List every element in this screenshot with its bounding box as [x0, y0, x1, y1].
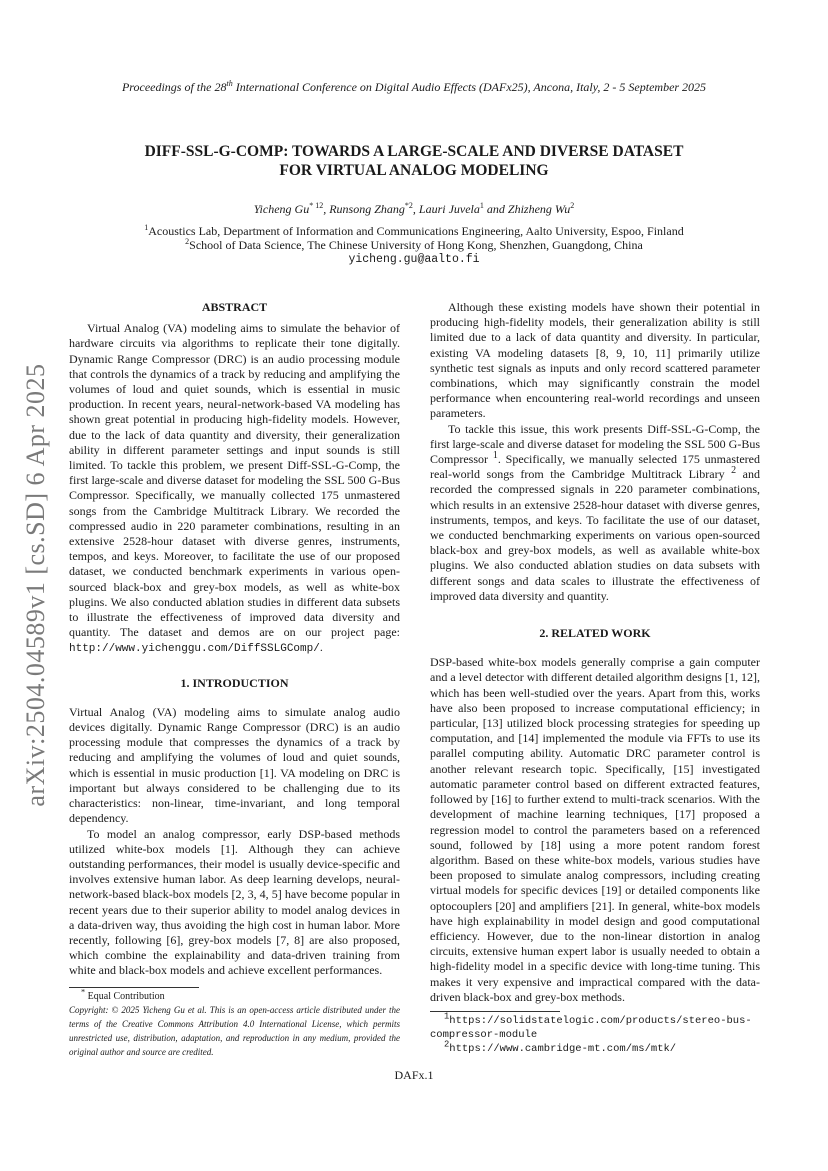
- paper-title: [0, 142, 828, 180]
- running-header: Proceedings of the 28th International Conference on Digital Audio Effects (DAFx25), Ancona, Italy, 2 - 5 September 2025: [121, 79, 707, 94]
- footnote-rule: [69, 987, 199, 988]
- arxiv-stamp: arXiv:2504.04589v1 [cs.SD] 6 Apr 2025: [21, 363, 50, 807]
- footnote-rule-right: [430, 1011, 560, 1012]
- email: yicheng.gu@aalto.fi: [348, 253, 480, 266]
- page-number: DAFx.1: [394, 1068, 434, 1082]
- left-column: [69, 300, 400, 1059]
- affiliation-1: $^1$Acoustics Lab, Department of Information and Communications Engineering, Aalto University, Espoo, Finland: [144, 223, 684, 238]
- title-line-2: FOR VIRTUAL ANALOG MODELING: [279, 162, 549, 179]
- footnote-1: $^1$https://solidstatelogic.com/products/stereo-bus-compressor-module: [430, 1011, 752, 1041]
- abstract-heading: ABSTRACT: [201, 300, 268, 314]
- footnote-equal-contribution: * Equal Contribution: [81, 987, 165, 1002]
- project-url-link[interactable]: http://www.yichenggu.com/DiffSSLGComp/: [69, 643, 320, 656]
- related-work-heading: 2. RELATED WORK: [539, 626, 651, 641]
- footnote-2-link[interactable]: https://www.cambridge-mt.com/ms/mtk/: [449, 1042, 677, 1055]
- footnote-1-link[interactable]: https://solidstatelogic.com/products/stereo-bus-compressor-module: [430, 1014, 752, 1041]
- title-line-1: DIFF-SSL-G-COMP: TOWARDS A LARGE-SCALE AND DIVERSE DATASET: [144, 143, 684, 160]
- right-paragraph-1: Although these existing models have shown their potential in producing high-fidelity models, their generalization ability is still limited due to a lack of data quantity and diversity. In particular, existing VA modeling datasets [8, 9, 10, 11] primarily utilize synthetic test signals as inputs and only record scattered parameter combinations, which may significantly constrain the model performance when encountering real-world recordings and unseen parameters.: [430, 300, 760, 421]
- abstract-text: Virtual Analog (VA) modeling aims to simulate the behavior of hardware circuits via algorithms to replicate their tone digitally. Dynamic Range Compressor (DRC) is an audio processing module that controls the dynamics of a track by reducing and amplifying the volumes of loud and quiet sounds, which is essential in music production. In recent years, neural-network-based VA modeling has shown great potential in producing high-fidelity models. However, due to the lack of data quantity and diversity, their generalization ability in different parameter settings and input sounds is still limited. To tackle this problem, we present Diff-SSL-G-Comp, the first large-scale and diverse dataset for modeling the SSL 500 G-Bus Compressor. Specifically, we manually collected 175 unmastered songs from the Cambridge Multitrack Library. We recorded the compressed audio in 220 parameter combinations, resulting in an extensive 2528-hour dataset with diverse genres, instruments, tempos, and keys. Moreover, to facilitate the use of our proposed dataset, we conducted benchmark experiments in various open-sourced black-box and grey-box models, as well as white-box plugins. We also conducted ablation studies in different data subsets to illustrate the effectiveness of improved data diversity and quantity. The dataset and demos are on our project page: http://www.yichenggu.com/DiffSSLGComp/.: [69, 321, 400, 656]
- related-paragraph-1: DSP-based white-box models generally comprise a gain computer and a level detector with different detailed algorithm designs [1, 12], which has been well-studied over the years. Apart from this, works have also been proposed to increase computational efficiency; in particular, [13] utilized block processing strategies for speeding up computation, and [14] implemented the module via FFTs to use its parallel computing ability. Automatic DRC parameter control is another relevant research topic. Specifically, [15] investigated automatic parameter control based on different extracted features, followed by [16] to further extend to multi-track scenarios. With the development of machine learning techniques, [17] proposed a regression model to control the parameters based on a referenced sound, followed by [18] using a more potent random forest algorithm. Based on these white-box models, various studies have been proposed to simulate analog compressors, including creating virtual models for specific devices [19] or detailed components like optocouplers [20] and amplifiers [21]. In general, white-box models have high explainability in model design and good computational efficiency. However, due to the non-linear distortion in analog circuits, extensive human expert labor is usually needed to obtain a high-fidelity model in a specific device with long-time tuning. This makes it very expensive and impractical compared with the data-driven black-box and grey-box methods.: [430, 655, 760, 1004]
- footnote-2: $^2$https://www.cambridge-mt.com/ms/mtk/: [444, 1039, 677, 1055]
- author-list: Yicheng Gu$^{* 12}$, Runsong Zhang$^{*2}$, Lauri Juvela$^1$ and Zhizheng Wu$^2$: [253, 201, 575, 216]
- intro-paragraph-2: To model an analog compressor, early DSP-based methods utilized white-box models [1]. Although they can achieve outstanding performances, their model is usually device-specific and involves extensive human labor. As deep learning develops, neural-network-based black-box models [2, 3, 4, 5] have become popular in recent years due to their superior ability to model analog devices in a data-driven way, thus avoiding the high cost in human labor. More recently, following [6], grey-box models [7, 8] are also proposed, which combine the explainability and data-driven training from white and black-box models and achieve excellent performances.: [69, 826, 400, 978]
- intro-paragraph-1: Virtual Analog (VA) modeling aims to simulate analog audio devices digitally. Dynamic Range Compressor (DRC) is an audio processing module that compresses the dynamics of a track by reducing and amplifying the volumes of loud and quiet sounds, which is essential in music production [1]. VA modeling on DRC is important but always considered to be challenging due to its characteristics: non-linear, time-invariant, and long temporal dependency.: [69, 704, 400, 826]
- footnote-ref-1[interactable]: 1: [492, 450, 498, 462]
- right-paragraph-2: To tackle this issue, this work presents Diff-SSL-G-Comp, the first large-scale and diverse dataset for modeling the SSL 500 G-Bus Compressor $^1$. Specifically, we manually selected 175 unmastered real-world songs from the Cambridge Multitrack Library $^2$ and recorded the compressed signals in 220 parameter combinations, which results in an extensive 2528-hour dataset with diverse genres, instruments, tempos, and keys. To facilitate the use of our dataset, we conducted benchmarking experiments on various open-sourced black-box and grey-box models, as well as available white-box plugins. We also conducted ablation studies on data subsets with different songs and data scales to illustrate the effectiveness of improved data diversity and quantity.: [430, 421, 761, 603]
- affiliation-2: $^2$School of Data Science, The Chinese University of Hong Kong, Shenzhen, Guangdong, China: [185, 237, 643, 252]
- footnote-ref-2[interactable]: 2: [731, 465, 737, 477]
- intro-heading: 1. INTRODUCTION: [180, 675, 289, 690]
- copyright-notice: Copyright: © 2025 Yicheng Gu et al. This is an open-access article distributed under the terms of the Creative Commons Attribution 4.0 International License, which permits unrestricted use, distribution, adaptation, and reproduction in any medium, provided the original author and source are credited.: [69, 1005, 400, 1058]
- right-column: [430, 300, 760, 1056]
